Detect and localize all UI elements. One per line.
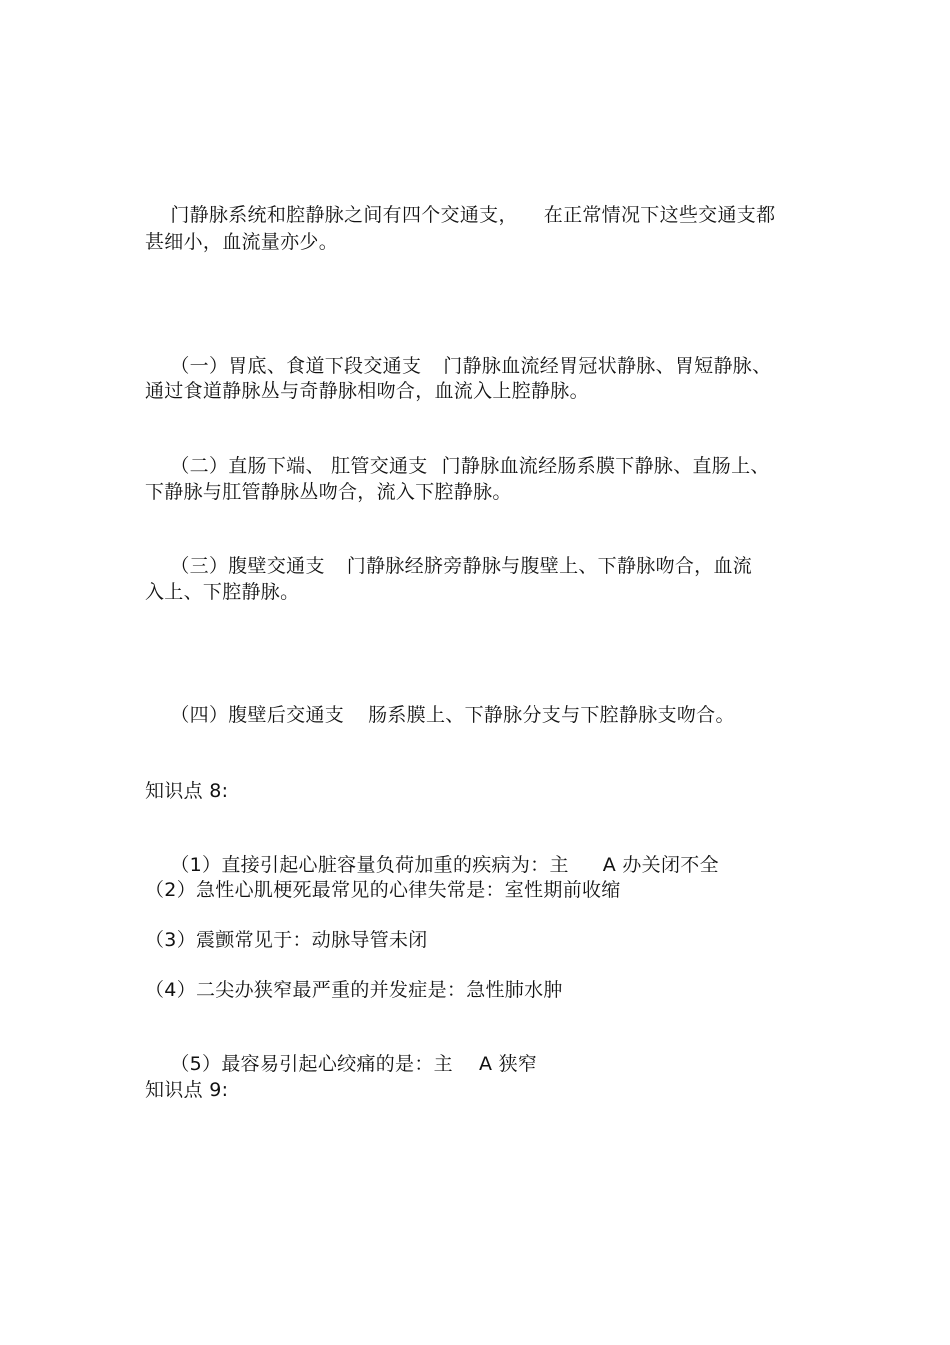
branch-4-line-1 (145, 679, 735, 751)
branch-1-body: 门静脉血流经胃冠状静脉、胃短静脉、 (443, 355, 772, 377)
kp8-item-5-text: （5）最容易引起心绞痛的是：主 (170, 1053, 453, 1075)
branch-2-body: 门静脉血流经肠系膜下静脉、直肠上、 (441, 455, 770, 477)
intro-line-1-a: 门静脉系统和腔静脉之间有四个交通支， (170, 204, 518, 226)
branch-4-body: 肠系膜上、下静脉分支与下腔静脉支吻合。 (368, 704, 735, 726)
kp8-item-5-answer: A 狭窄 (478, 1053, 538, 1075)
branch-4-heading: （四）腹壁后交通支 (170, 704, 345, 726)
kp8-item-4: （4）二尖办狭窄最严重的并发症是：急性肺水肿 (145, 979, 563, 1001)
branch-2-line-2: 下静脉与肛管静脉丛吻合，流入下腔静脉。 (145, 481, 512, 503)
branch-2-heading: （二）直肠下端、 肛管交通支 (170, 455, 428, 477)
branch-3-heading: （三）腹壁交通支 (170, 555, 325, 577)
branch-3-line-2: 入上、下腔静脉。 (145, 581, 300, 603)
kp8-item-3: （3）震颤常见于：动脉导管未闭 (145, 929, 428, 951)
kp8-item-1-answer: A 办关闭不全 (602, 854, 719, 876)
intro-line-2: 甚细小，血流量亦少。 (145, 231, 339, 253)
kp8-item-2: （2）急性心肌梗死最常见的心律失常是：室性期前收缩 (145, 879, 621, 901)
branch-1-line-2: 通过食道静脉丛与奇静脉相吻合，血流入上腔静脉。 (145, 380, 589, 402)
kp9-heading: 知识点 9: (145, 1079, 229, 1101)
intro-line-1-b: 在正常情况下这些交通支都 (543, 204, 776, 226)
branch-1-heading: （一）胃底、食道下段交通支 (170, 355, 422, 377)
kp8-item-1-text: （1）直接引起心脏容量负荷加重的疾病为：主 (170, 854, 569, 876)
kp8-heading: 知识点 8: (145, 780, 229, 802)
branch-3-body: 门静脉经脐旁静脉与腹壁上、下静脉吻合，血流 (346, 555, 753, 577)
